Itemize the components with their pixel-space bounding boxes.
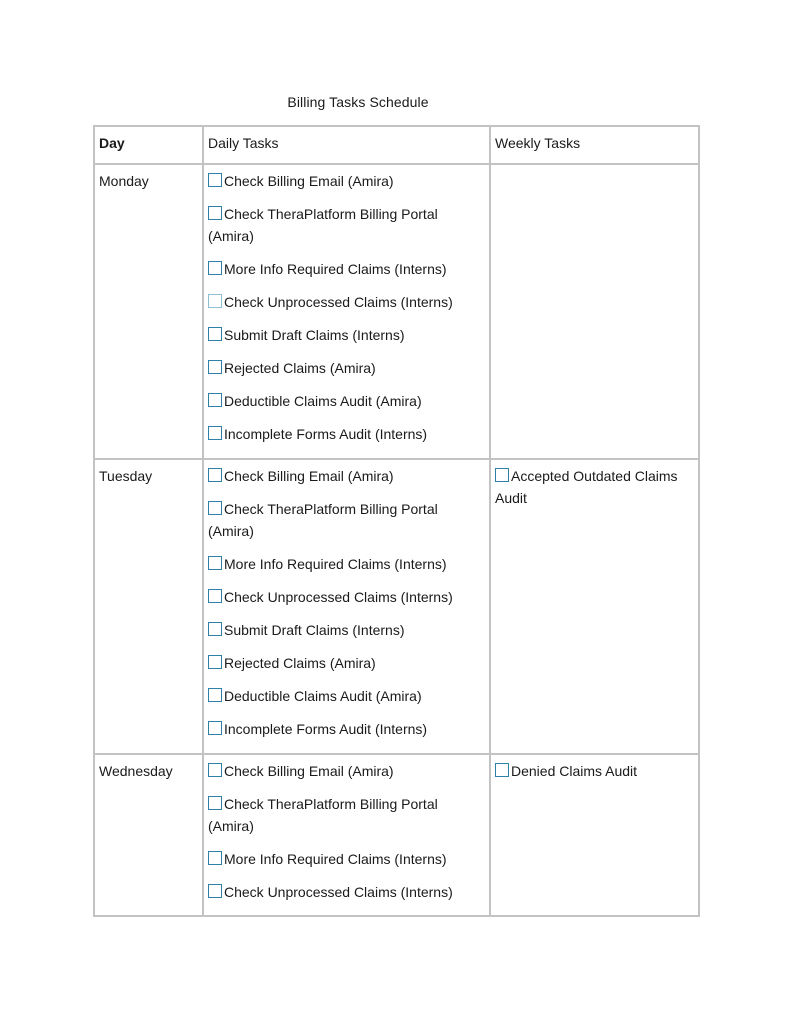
weekly-tasks-cell xyxy=(490,164,699,459)
checkbox-icon[interactable] xyxy=(208,360,222,374)
task-item[interactable] xyxy=(208,586,485,608)
task-item[interactable] xyxy=(495,760,694,782)
task-label: Rejected Claims (Amira) xyxy=(224,655,376,671)
task-item[interactable] xyxy=(208,881,485,903)
checkbox-icon[interactable] xyxy=(208,763,222,777)
task-label: Rejected Claims (Amira) xyxy=(224,360,376,376)
daily-tasks-cell xyxy=(203,754,490,916)
task-label: Submit Draft Claims (Interns) xyxy=(224,622,405,638)
row-tuesday xyxy=(94,459,699,754)
task-label: Check Billing Email (Amira) xyxy=(224,468,394,484)
checkbox-icon[interactable] xyxy=(208,622,222,636)
checkbox-icon[interactable] xyxy=(495,763,509,777)
checkbox-icon[interactable] xyxy=(208,556,222,570)
task-item[interactable] xyxy=(208,793,485,837)
row-monday xyxy=(94,164,699,459)
task-label: More Info Required Claims (Interns) xyxy=(224,851,447,867)
task-label: More Info Required Claims (Interns) xyxy=(224,261,447,277)
task-label: Incomplete Forms Audit (Interns) xyxy=(224,426,428,442)
checkbox-icon[interactable] xyxy=(208,206,222,220)
checkbox-icon[interactable] xyxy=(208,884,222,898)
task-item[interactable] xyxy=(208,258,485,280)
document-title: Billing Tasks Schedule xyxy=(287,94,429,110)
header-row xyxy=(94,126,699,164)
task-item[interactable] xyxy=(208,718,485,740)
checkbox-icon[interactable] xyxy=(208,688,222,702)
task-label: Check TheraPlatform Billing Portal (Amira) xyxy=(208,501,438,539)
day-cell: Wednesday xyxy=(94,754,203,916)
task-label: Check TheraPlatform Billing Portal (Amira) xyxy=(208,206,438,244)
task-item[interactable] xyxy=(208,170,485,192)
task-item[interactable] xyxy=(208,465,485,487)
checkbox-icon[interactable] xyxy=(208,501,222,515)
checkbox-icon[interactable] xyxy=(208,261,222,275)
task-item[interactable] xyxy=(208,685,485,707)
task-label: Denied Claims Audit xyxy=(511,763,638,779)
row-wednesday xyxy=(94,754,699,916)
task-label: Check Billing Email (Amira) xyxy=(224,763,394,779)
task-label: Check TheraPlatform Billing Portal (Amira) xyxy=(208,796,438,834)
day-cell: Tuesday xyxy=(94,459,203,754)
task-item[interactable] xyxy=(208,498,485,542)
checkbox-icon[interactable] xyxy=(208,655,222,669)
checkbox-icon[interactable] xyxy=(208,173,222,187)
task-item[interactable] xyxy=(495,465,694,509)
task-label: Accepted Outdated Claims Audit xyxy=(495,468,678,506)
header-day: Day xyxy=(94,126,203,164)
task-item[interactable] xyxy=(208,760,485,782)
task-item[interactable] xyxy=(208,423,485,445)
task-label: Check Unprocessed Claims (Interns) xyxy=(224,589,453,605)
task-label: Check Billing Email (Amira) xyxy=(224,173,394,189)
task-item[interactable] xyxy=(208,652,485,674)
weekly-tasks-cell xyxy=(490,459,699,754)
checkbox-icon[interactable] xyxy=(495,468,509,482)
task-label: Submit Draft Claims (Interns) xyxy=(224,327,405,343)
checkbox-icon[interactable] xyxy=(208,393,222,407)
task-item[interactable] xyxy=(208,553,485,575)
task-item[interactable] xyxy=(208,619,485,641)
daily-tasks-cell xyxy=(203,459,490,754)
checkbox-icon[interactable] xyxy=(208,589,222,603)
header-daily-tasks: Daily Tasks xyxy=(203,126,490,164)
task-label: Check Unprocessed Claims (Interns) xyxy=(224,294,453,310)
task-item[interactable] xyxy=(208,357,485,379)
task-item[interactable] xyxy=(208,390,485,412)
checkbox-icon[interactable] xyxy=(208,468,222,482)
task-item[interactable] xyxy=(208,848,485,870)
task-label: Check Unprocessed Claims (Interns) xyxy=(224,884,453,900)
day-cell: Monday xyxy=(94,164,203,459)
header-weekly-tasks: Weekly Tasks xyxy=(490,126,699,164)
task-label: Deductible Claims Audit (Amira) xyxy=(224,393,422,409)
daily-tasks-cell xyxy=(203,164,490,459)
task-item[interactable] xyxy=(208,324,485,346)
task-label: More Info Required Claims (Interns) xyxy=(224,556,447,572)
checkbox-icon[interactable] xyxy=(208,426,222,440)
weekly-tasks-cell xyxy=(490,754,699,916)
checkbox-icon[interactable] xyxy=(208,796,222,810)
task-item[interactable] xyxy=(208,203,485,247)
checkbox-icon[interactable] xyxy=(208,327,222,341)
schedule-table xyxy=(93,125,700,917)
task-label: Deductible Claims Audit (Amira) xyxy=(224,688,422,704)
task-item[interactable] xyxy=(208,291,485,313)
checkbox-icon[interactable] xyxy=(208,851,222,865)
checkbox-icon[interactable] xyxy=(208,294,222,308)
checkbox-icon[interactable] xyxy=(208,721,222,735)
task-label: Incomplete Forms Audit (Interns) xyxy=(224,721,428,737)
